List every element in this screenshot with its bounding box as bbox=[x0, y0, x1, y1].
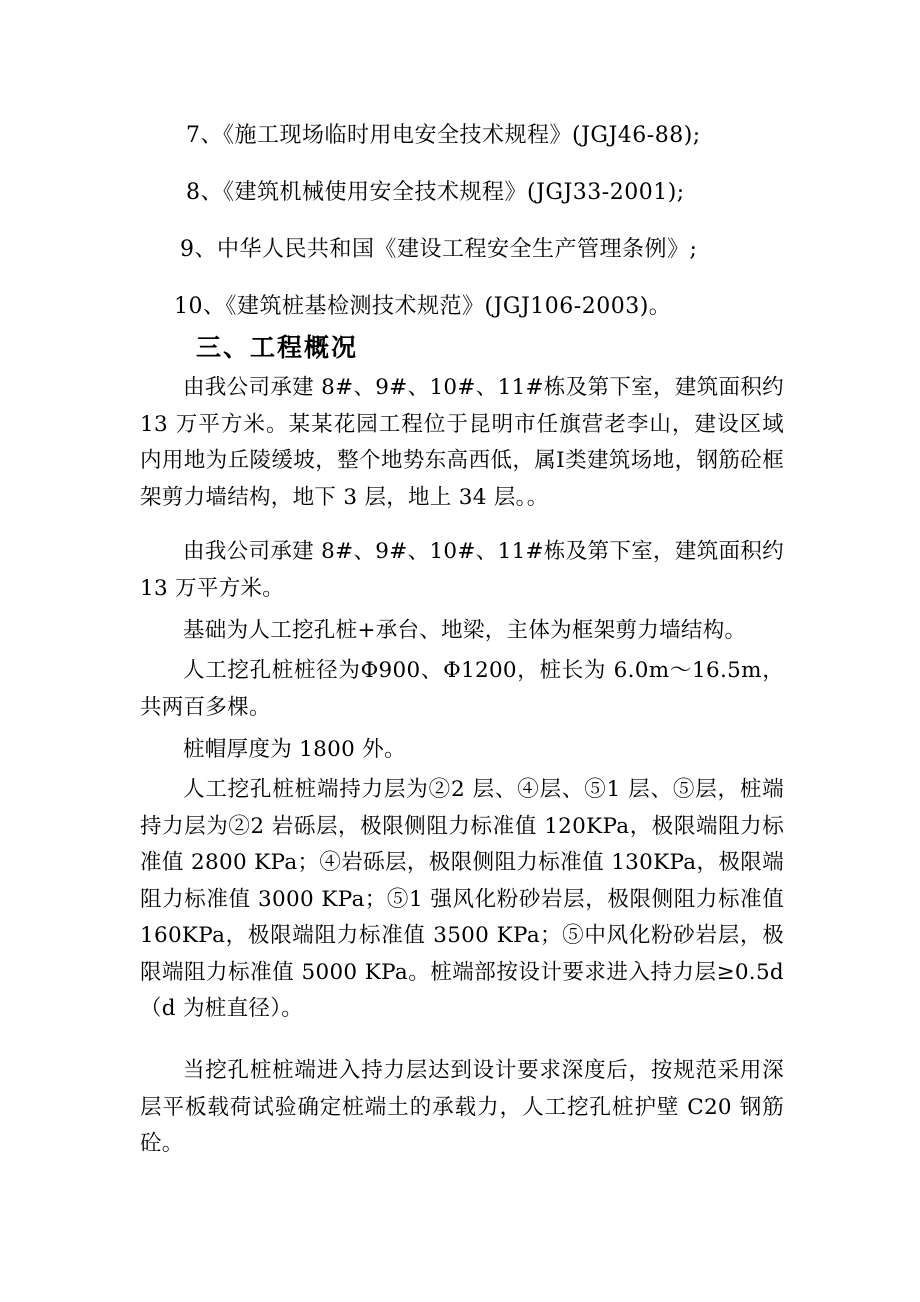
paragraph-foundation: 基础为人工挖孔桩+承台、地梁，主体为框架剪力墙结构。 bbox=[183, 618, 747, 643]
paragraph-contract-scope: 由我公司承建 8#、9#、10#、11#栋及第下室，建筑面积约 13 万平方米。 bbox=[140, 539, 784, 601]
reference-item-9: 9、中华人民共和国《建设工程安全生产管理条例》; bbox=[180, 237, 698, 262]
paragraph-load-test: 当挖孔桩桩端进入持力层达到设计要求深度后，按规范采用深层平板载荷试验确定桩端土的承载力，人工挖孔桩护壁 C20 钢筋砼。 bbox=[140, 1058, 784, 1156]
reference-item-10: 10、《建筑桩基检测技术规范》(JGJ106-2003)。 bbox=[174, 294, 672, 319]
section-heading: 三、工程概况 bbox=[196, 333, 359, 362]
reference-item-7: 7、《施工现场临时用电安全技术规程》(JGJ46-88); bbox=[186, 123, 701, 148]
paragraph-project-overview: 由我公司承建 8#、9#、10#、11#栋及第下室，建筑面积约 13 万平方米。某某花园工程位于昆明市任旗营老李山，建设区域内用地为丘陵缓坡，整个地势东高西低，属Ⅰ类建筑场地，钢筋砼框架剪力墙结构，地下 3 层，地上 34 层。。 bbox=[140, 375, 784, 510]
paragraph-bearing-layer: 人工挖孔桩桩端持力层为②2 层、④层、⑤1 层、⑤层，桩端持力层为②2 岩砾层，极限侧阻力标准值 120KPa，极限端阻力标准值 2800 KPa；④岩砾层，极限侧阻力标准值 130KPa，极限端阻力标准值 3000 KPa；⑤1 强风化粉砂岩层，极限侧阻力标准值 160KPa，极限端阻力标准值 3500 KPa；⑤中风化粉砂岩层，极限端阻力标准值 5000 KPa。桩端部按设计要求进入持力层≥0.5d（d 为桩直径）。 bbox=[140, 777, 784, 1021]
paragraph-pile-dimensions: 人工挖孔桩桩径为Φ900、Φ1200，桩长为 6.0m～16.5m，共两百多棵。 bbox=[140, 658, 784, 720]
paragraph-pile-cap: 桩帽厚度为 1800 外。 bbox=[183, 737, 406, 762]
reference-item-8: 8、《建筑机械使用安全技术规程》(JGJ33-2001); bbox=[186, 180, 685, 205]
